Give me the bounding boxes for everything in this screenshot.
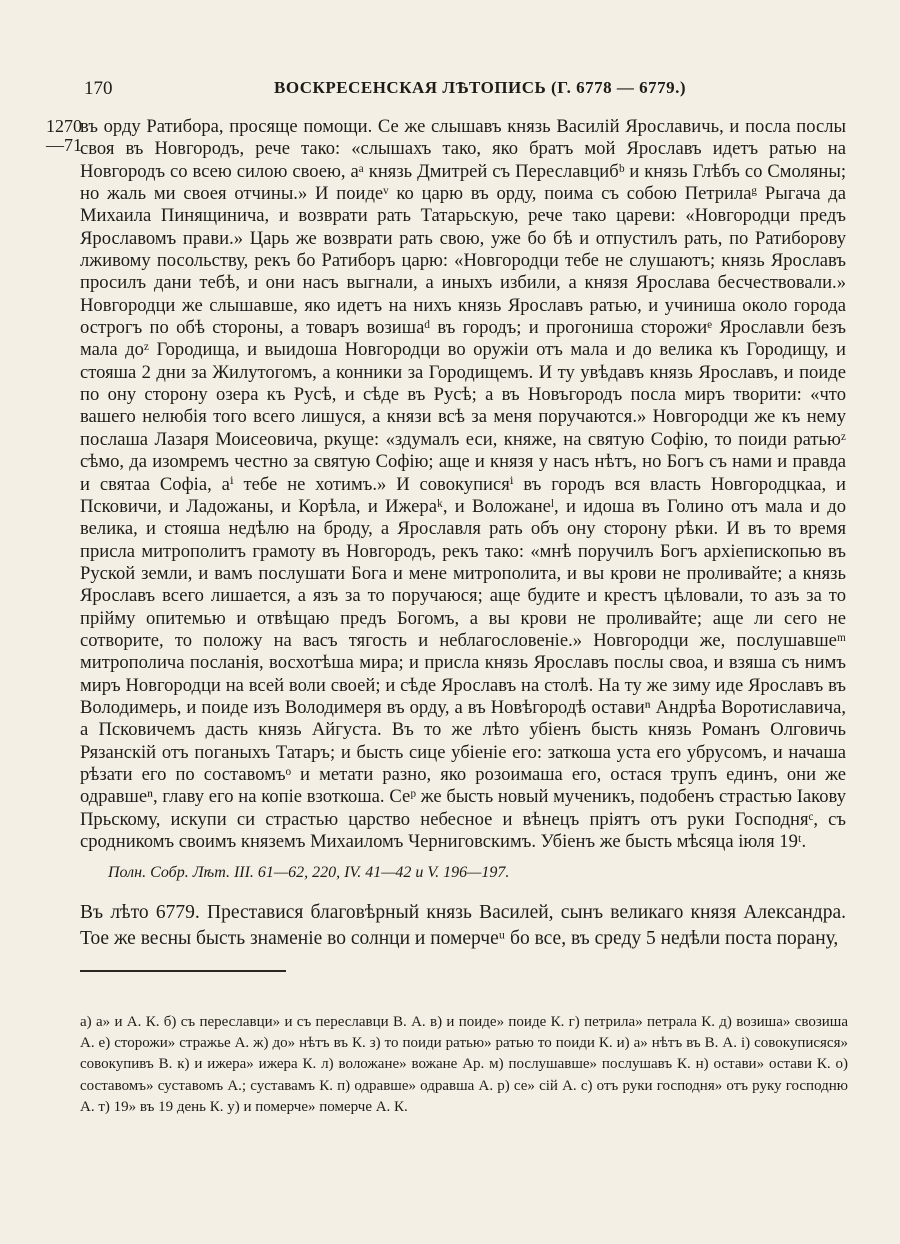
entry-6779: Въ лѣто 6779. Преставися благовѣрный князь Василей, сынъ великаго князя Александра. Тое же весны бысть знаменіе во солнци и померчеᵘ бо все, въ среду 5 недѣли поста порану, bbox=[80, 902, 846, 949]
footnotes: а) а» и А. К. б) съ переславци» и съ переславци В. А. в) и поиде» поиде К. г) петрила» петрала К. д) возиша» свозиша А. е) сторожи» стражье А. ж) до» нѣтъ въ К. з) то поиди ратью» ратью то поиди К. и) а» нѣтъ въ В. А. і) совокуписяся» совокупивъ В. к) и ижера» ижера К. л) воложане» вожане Ар. м) послушавше» послушавъ К. н) остави» остави К. о) составомъ» суставомъ А.; суставамъ К. п) одравше» одравша А. р) се» сій А. с) отъ руки господня» отъ руку господню А. т) 19» въ 19 день К. у) и померче» померче А. К. bbox=[80, 1014, 848, 1115]
chronicle-text: въ орду Ратибора, просяще помощи. Се же слышавъ князь Василій Ярославичь, и посла послы своя въ Новгородъ, рече тако: «слышахъ тако, яко братъ мой Ярославъ идетъ ратью на Новгородъ со всею силою своею, аᵃ князь Дмитрей съ Переславцибᵇ и князь Глѣбъ со Смоляны; но жаль ми своея отчины.» И поидеᵛ ко царю въ орду, поима съ собою Петрилаᵍ Рыгача да Михаила Пинящинича, и возврати рать Татарьскую, рече тако цареви: «Новгородци предъ Ярославомъ прави.» Царь же возврати рать свою, уже бо бѣ и отпустилъ рать, по Ратиборову лживому посольству, рекъ бо Ратиборъ царю: «Новгородци тебе не слушаютъ; князь Ярославъ просилъ дани тебѣ, и они насъ выгнали, а иныхъ избили, а князя Ярослава бесчествовали.» Новгородци же слышавше, яко идетъ на нихъ князь Ярославъ ратью, и учиниша около города острогъ по обѣ стороны, а товаръ возишаᵈ въ городъ; и прогониша сторожиᵉ Ярославли безъ мала доᶻ Городища, и выидоша Новгородци во оружіи отъ мала и до велика къ Городищу, и стояша 2 дни за Жилутогомъ, а конники за Городищемъ. И ту увѣдавъ князь Ярославъ, и поиде по ону сторону озера къ Русѣ, и сѣде въ Русѣ; а въ Новъгородъ посла миръ творити: «что вашего нелюбія того всего лишуся, а князи всѣ за меня поручаются.» Новгородци же къ нему послаша Лазаря Моисеовича, ркуще: «здумалъ еси, княже, на святую Софію, то поиди ратьюᶻ сѣмо, да изомремъ честно за святую Софію; аще и князя у насъ нѣтъ, но Богъ съ нами и правда и святаа Софіа, аⁱ тебе не хотимъ.» И совокуписяⁱ въ городъ вся власть Новгородцкаа, и Псковичи, и Ладожаны, и Корѣла, и Ижераᵏ, и Воложанеˡ, и идоша въ Голино отъ мала и до велика, и стояша недѣлю на броду, а Ярославля рать объ ону сторону рѣки. И въ то время присла митрополитъ грамоту въ Новгородъ, рекъ тако: «мнѣ поручилъ Богъ архіепископью въ Руской земли, и вамъ послушати Бога и мене митрополита, и вы крови не проливайте; а князь Ярославъ всего лишается, а язъ за то поручаюся; аще будите и крестъ цѣловали, то азъ за то прійму опитемью и отвѣщаю предъ Богомъ, а вы крови не проливайте; аще ли сего не сотворите, то положу на васъ тягость и неблагословеніе.» Новгородци же, послушавшеᵐ митрополича посланія, восхотѣша мира; и присла князь Ярославъ послы своа, и взяша съ нимъ миръ Новгородци на всей воли своей; и сѣде Ярославъ на столѣ. На ту же зиму иде Ярославъ въ Володимерь, и поиде изъ Володимеря въ орду, а въ Новѣгородѣ оставиⁿ Андрѣа Воротиславича, а Псковичемъ дасть князь Айгуста. Въ то же лѣто убіенъ бысть князь Романъ Олговичь Рязанскій отъ поганыхъ Татаръ; и бысть сице убіеніе его: заткоша уста его убрусомъ, и начаша рѣзати его по составомъᵒ и метати разно, яко розоимаша его, остася трупъ единъ, они же одравшеⁿ, главу его на копіе взоткоша. Сеᵖ же бысть новый мученикъ, подобенъ страстью Іакову Прьскому, искупи си страстью царство небесное и вѣнецъ пріятъ отъ руки Господняᶜ, съ сродникомъ своимъ княземъ Михаиломъ Черниговскимъ. Убіенъ же бысть мѣсяца іюля 19ᵗ. bbox=[80, 116, 846, 852]
margin-year-marker bbox=[46, 117, 82, 155]
source-citation: Полн. Собр. Лѣт. III. 61—62, 220, IV. 41—42 и V. 196—197. bbox=[108, 864, 510, 881]
footnote-separator bbox=[80, 970, 286, 972]
page-header bbox=[0, 76, 900, 106]
page-number: 170 bbox=[84, 78, 113, 99]
margin-year: 1270 bbox=[46, 116, 82, 136]
margin-year-range: —71 bbox=[46, 135, 82, 155]
running-title: ВОСКРЕСЕНСКАЯ ЛѢТОПИСЬ (Г. 6778 — 6779.) bbox=[273, 78, 686, 97]
